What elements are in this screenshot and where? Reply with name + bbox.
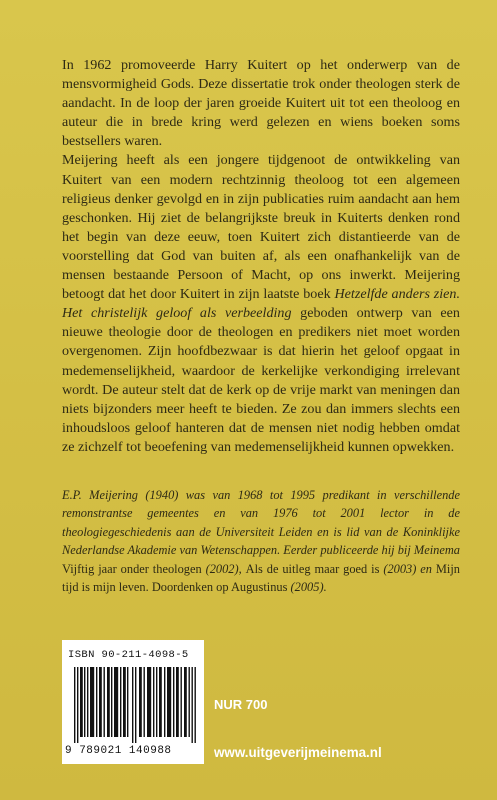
barcode-panel [62, 640, 204, 764]
ean-number: 9 789021 140988 [65, 745, 172, 757]
bio-book-3: Mijn tijd is mijn leven. Doordenken op Augustinus [62, 561, 460, 595]
barcode-icon [74, 667, 196, 743]
nur-code: NUR 700 [214, 697, 268, 712]
blurb-paragraph-1: In 1962 promoveerde Harry Kuitert op het onderwerp van de mensvormigheid Gods. Deze dissertatie trok onder theologen sterk de aandacht. In de loop der jaren groeide Kuitert uit tot een theoloog en auteur die in brede kring werd gelezen en wiens boeken soms bestsellers waren. [62, 57, 460, 150]
bio-year-1: (2002), [201, 561, 246, 576]
book-title-hetzelfde-anders-zien: Hetzelfde anders zien. Het christelijk geloof als verbeelding [62, 286, 460, 322]
blurb-paragraph-2-start: Meijering heeft als een jongere tijdgenoot de ontwikkeling van Kuitert van een modern rechtzinnig theoloog tot een algemeen religieus denker gevolgd en in zijn publicaties ruim aandacht aan hem geschonken. Hij ziet de belangrijkste breuk in Kuiterts denken rond het begin van deze eeuw, toen Kuitert zich distantieerde van de voorstelling dat God van buiten af, als een onafhankelijk van de mensen bestaande Persoon of Macht, op ons inwerkt. Meijering betoogt dat het door Kuitert in zijn laatste boek [62, 152, 460, 303]
bio-intro: E.P. Meijering (1940) was van 1968 tot 1995 predikant in verschillende remonstrantse gemeentes en van 1976 tot 2001 lector in de theologiegeschiedenis aan de Universiteit Leiden en is lid van de Koninklijke Nederlandse Akademie van Wetenschappen. Eerder publiceerde hij bij Meinema [62, 488, 460, 558]
bio-book-2: Als de uitleg maar goed is [245, 561, 380, 576]
publisher-website[interactable]: www.uitgeverijmeinema.nl [214, 745, 382, 760]
bio-year-3: (2005). [287, 580, 327, 595]
isbn-label: ISBN 90-211-4098-5 [68, 649, 189, 661]
blurb-paragraph-2-end: geboden ontwerp van een nieuwe theologie door de theologen en predikers niet moet worden overgenomen. Zijn hoofdbezwaar is dat hierin het geloof opgaat in medemenselijkheid, waardoor de kerkelijke verkondiging irrelevant wordt. De auteur stelt dat de kerk op de vrije markt van meningen dan niets bijzonders meer heeft te bieden. Ze zou dan immers slechts een inhoudsloos geloof hanteren dat de mensen niet nodig hebben omdat ze zichzelf tot beoefening van medemenselijkheid kunnen opwekken. [62, 305, 460, 455]
blurb [62, 56, 460, 457]
bio-year-2: (2003) en [379, 561, 436, 576]
bio-book-1: Vijftig jaar onder theologen [62, 561, 202, 576]
author-bio [62, 486, 460, 596]
blurb-paragraph-2 [62, 151, 460, 457]
